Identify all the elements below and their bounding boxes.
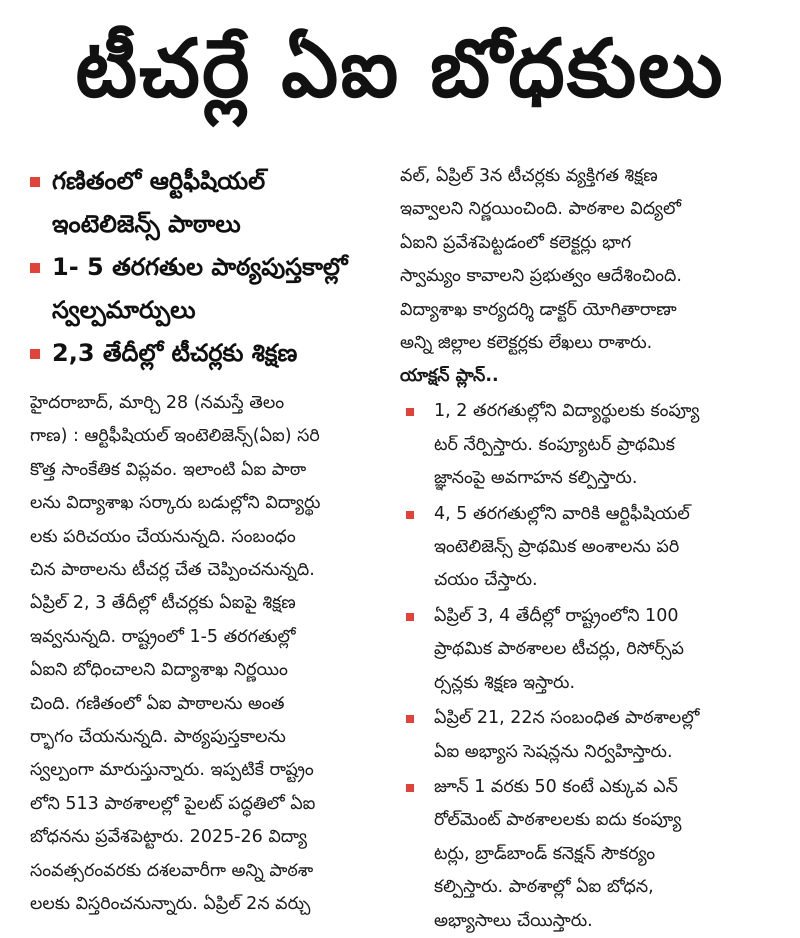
article-line: ర్భాగం చేయనున్నది. పాఠ్యపుస్తకాలను xyxy=(30,727,286,748)
bullet-square-icon xyxy=(406,715,414,723)
highlight-item xyxy=(30,246,390,332)
article-line: ఇవ్వాలని నిర్ణయించింది. పాఠశాల విద్యలో xyxy=(400,199,681,220)
article-line: ఇవ్వనున్నది. రాష్ట్రంలో 1-5 తరగతుల్లో xyxy=(30,626,296,647)
article-line: చిన పాఠాలను టీచర్ల చేత చెప్పించనున్నది. xyxy=(30,560,315,581)
bullet-square-icon xyxy=(406,408,414,416)
highlight-item xyxy=(30,332,390,375)
highlight-item xyxy=(30,160,390,246)
action-line: చయం చేస్తారు. xyxy=(434,570,538,591)
bullet-square-icon xyxy=(406,613,414,621)
action-line: కల్పిస్తారు. పాఠశాల్లో ఏఐ బోధన, xyxy=(434,877,654,898)
action-line: ర్సన్లకు శిక్షణ ఇస్తారు. xyxy=(434,672,576,693)
article-line: విద్యాశాఖ కార్యదర్శి డాక్టర్ యోగితారాణా xyxy=(400,299,677,320)
bullet-square-icon xyxy=(30,263,40,273)
article-line: ఏప్రిల్ 2, 3 తేదీల్లో టీచర్లకు ఏఐపై శిక్షణ xyxy=(30,593,296,614)
action-line: అభ్యాసాలు చేయిస్తారు. xyxy=(434,910,593,931)
action-item xyxy=(400,498,772,598)
article-line: లోని 513 పాఠశాలల్లో పైలట్ పద్ధతిలో ఏఐ xyxy=(30,793,316,814)
article-line: లను విద్యాశాఖ సర్కారు బడుల్లోని విద్యార్థు xyxy=(30,493,321,514)
bullet-square-icon xyxy=(30,177,40,187)
action-plan-heading: యాక్షన్ ప్లాన్.. xyxy=(400,366,499,387)
action-line: జూన్ 1 వరకు 50 కంటే ఎక్కువ ఎన్ xyxy=(434,776,678,797)
action-line: 1, 2 తరగతుల్లోని విద్యార్థులకు కంప్యూ xyxy=(434,401,700,422)
right-column xyxy=(400,160,772,938)
action-item xyxy=(400,600,772,700)
article-line: హైదరాబాద్, మార్చి 28 (నమస్తే తెలం xyxy=(30,393,285,413)
article-line: లకు పరిచయం చేయనున్నది. సంబంధం xyxy=(30,526,296,547)
article-line: స్వల్పంగా మారుస్తున్నారు. ఇప్పటికే రాష్ట్రం xyxy=(30,760,314,781)
highlight-line: 1- 5 తరగతుల పాఠ్యపుస్తకాల్లో xyxy=(52,253,348,281)
action-item xyxy=(400,395,772,495)
article-body-left xyxy=(30,387,390,922)
article-line: గాణ) : ఆర్టిఫీషియల్ ఇంటెలిజెన్స్(ఏఐ) సరి xyxy=(30,426,320,447)
highlight-line: స్వల్పమార్పులు xyxy=(52,296,196,324)
highlight-line: ఇంటెలిజెన్స్ పాఠాలు xyxy=(52,210,241,238)
action-item xyxy=(400,771,772,938)
article-line: బోధనను ప్రవేశపెట్టారు. 2025-26 విద్యా xyxy=(30,827,308,848)
article-line: స్వామ్యం కావాలని ప్రభుత్వం ఆదేశించింది. xyxy=(400,266,682,287)
article-line: అన్ని జిల్లాల కలెక్టర్లకు లేఖలు రాశారు. xyxy=(400,333,653,354)
article-line: సంవత్సరంవరకు దశలవారీగా అన్ని పాఠశా xyxy=(30,860,314,881)
highlight-line: గణితంలో ఆర్టిఫీషియల్ xyxy=(52,167,266,195)
article-line: లలకు విస్తరించనున్నారు. ఏప్రిల్ 2న వర్చు xyxy=(30,894,311,915)
action-line: ఇంటెలిజెన్స్ ప్రాథమిక అంశాలను పరి xyxy=(434,537,680,558)
action-line: టర్లు, బ్రాడ్‌బాండ్ కనెక్షన్ సౌకర్యం xyxy=(434,843,656,864)
highlight-line: 2,3 తేదీల్లో టీచర్లకు శిక్షణ xyxy=(52,339,298,367)
article-body-right xyxy=(400,160,772,360)
left-column xyxy=(30,160,390,922)
action-line: టర్ నేర్పిస్తారు. కంప్యూటర్ ప్రాథమిక xyxy=(434,434,675,455)
article-line: ఏఐని ప్రవేశపెట్టడంలో కలెక్టర్లు భాగ xyxy=(400,232,632,253)
article-line: చింది. గణితంలో ఏఐ పాఠాలను అంత xyxy=(30,693,285,714)
action-line: ఏప్రిల్ 21, 22న సంబంధిత పాఠశాలల్లో xyxy=(434,708,700,729)
article-line: ఏఐని బోధించాలని విద్యాశాఖ నిర్ణయిం xyxy=(30,660,288,681)
article-line: వల్, ఏప్రిల్ 3న టీచర్లకు వ్యక్తిగత శిక్షణ xyxy=(400,166,658,186)
bullet-square-icon xyxy=(406,784,414,792)
article-line: కొత్త సాంకేతిక విప్లవం. ఇలాంటి ఏఐ పాఠా xyxy=(30,459,307,480)
action-line: ఏఐ అభ్యాస సెషన్లను నిర్వహిస్తారు. xyxy=(434,741,673,762)
action-line: రోల్‌మెంట్ పాఠశాలలకు ఐదు కంప్యూ xyxy=(434,810,682,831)
action-line: జ్ఞానంపై అవగాహన కల్పిస్తారు. xyxy=(434,468,638,489)
bullet-square-icon xyxy=(30,349,40,359)
action-line: ఏప్రిల్ 3, 4 తేదీల్లో రాష్ట్రంలోని 100 xyxy=(434,605,679,626)
action-line: ప్రాథమిక పాఠశాలల టీచర్లు, రిసోర్స్‌ప xyxy=(434,639,684,660)
bullet-square-icon xyxy=(406,511,414,519)
action-line: 4, 5 తరగతుల్లోని వారికి ఆర్టిఫీషియల్ xyxy=(434,503,690,524)
action-item xyxy=(400,702,772,769)
headline: టీచర్లే ఏఐ బోధకులు xyxy=(75,22,725,115)
